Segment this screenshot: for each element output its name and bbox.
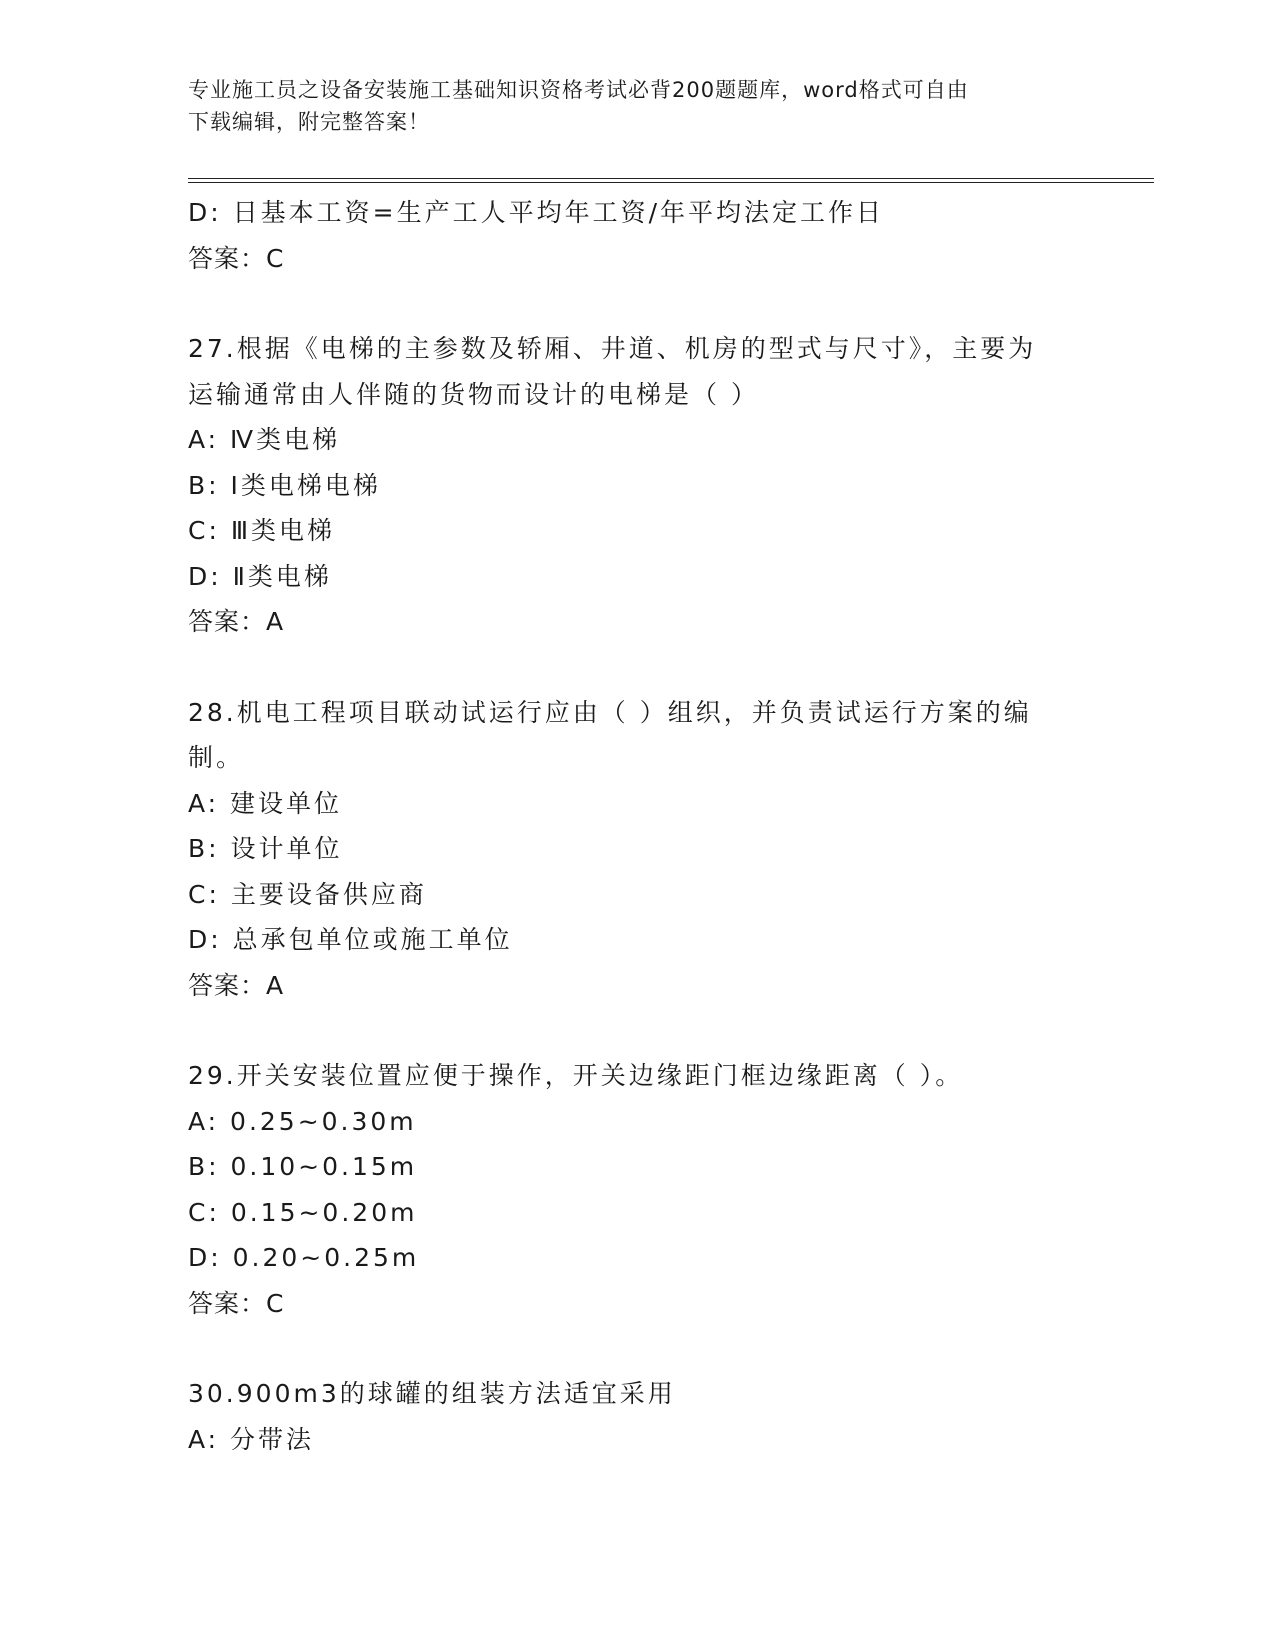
answer: 答案：A bbox=[188, 607, 285, 636]
option-a: A: 建设单位 bbox=[188, 788, 343, 818]
question-30 bbox=[188, 1371, 1088, 1462]
answer: 答案：A bbox=[188, 970, 285, 1000]
question-stem-cont: 制。 bbox=[188, 743, 245, 772]
question-stem: 27.根据《电梯的主参数及轿厢、井道、机房的型式与尺寸》，主要为 bbox=[188, 334, 1037, 363]
question-stem: 28.机电工程项目联动试运行应由（ ）组织，并负责试运行方案的编 bbox=[188, 697, 1032, 727]
question-26-tail bbox=[188, 190, 1088, 281]
spacer bbox=[188, 281, 1088, 326]
question-stem: 29.开关安装位置应便于操作，开关边缘距门框边缘距离（ ）。 bbox=[188, 1061, 964, 1090]
option-d: D: Ⅱ类电梯 bbox=[188, 561, 332, 591]
question-28 bbox=[188, 690, 1088, 1009]
spacer bbox=[188, 645, 1088, 690]
page-header bbox=[188, 74, 1088, 138]
option-c: C: Ⅲ类电梯 bbox=[188, 516, 336, 545]
question-27 bbox=[188, 326, 1088, 645]
header-divider bbox=[188, 178, 1154, 183]
question-stem: 30.900m3的球罐的组装方法适宜采用 bbox=[188, 1379, 676, 1408]
option-b: B: 0.10~0.15m bbox=[188, 1152, 418, 1181]
spacer bbox=[188, 1326, 1088, 1371]
spacer bbox=[188, 1008, 1088, 1053]
header-line-1: 专业施工员之设备安装施工基础知识资格考试必背200题题库，word格式可自由 bbox=[188, 78, 969, 102]
option-d: D: 日基本工资=生产工人平均年工资/年平均法定工作日 bbox=[188, 198, 884, 227]
option-a: A: Ⅳ类电梯 bbox=[188, 425, 341, 454]
question-29 bbox=[188, 1053, 1088, 1326]
option-d: D: 0.20~0.25m bbox=[188, 1243, 420, 1272]
header-line-2: 下载编辑，附完整答案！ bbox=[188, 110, 430, 134]
question-list bbox=[188, 190, 1088, 1462]
option-a: A: 0.25~0.30m bbox=[188, 1106, 417, 1136]
option-c: C: 主要设备供应商 bbox=[188, 879, 427, 909]
option-a: A: 分带法 bbox=[188, 1424, 315, 1454]
option-c: C: 0.15~0.20m bbox=[188, 1197, 418, 1227]
question-stem-cont: 运输通常由人伴随的货物而设计的电梯是（ ） bbox=[188, 379, 759, 409]
answer: 答案：C bbox=[188, 1288, 285, 1318]
answer: 答案：C bbox=[188, 243, 285, 273]
option-b: B: Ⅰ类电梯电梯 bbox=[188, 470, 381, 500]
option-b: B: 设计单位 bbox=[188, 834, 343, 863]
option-d: D: 总承包单位或施工单位 bbox=[188, 925, 513, 954]
